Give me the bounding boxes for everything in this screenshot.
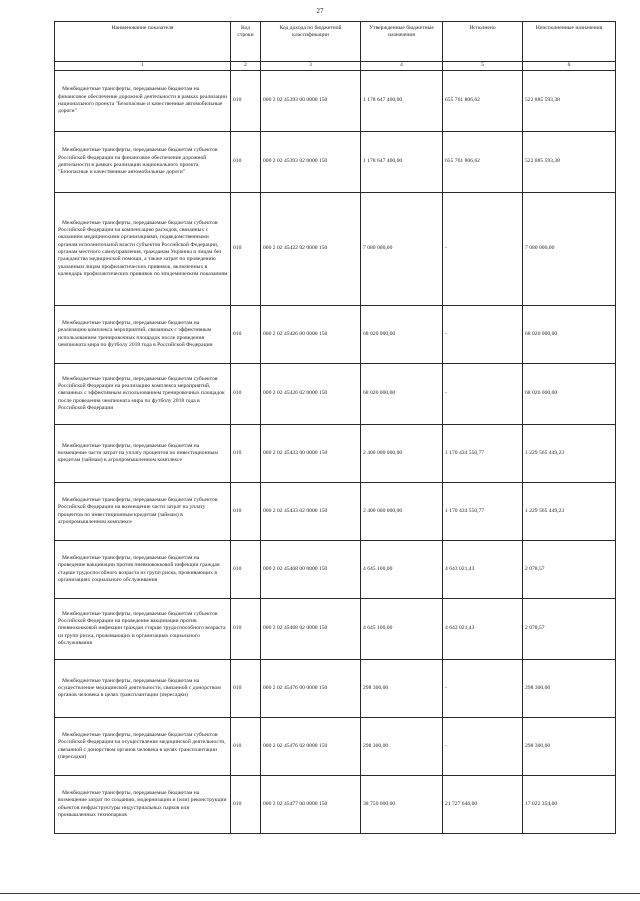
table-row xyxy=(55,306,616,364)
cell-indicator-name: Межбюджетные трансферты, передаваемые бюджетам субъектов Российской Федерации на финансовое обеспечение дорожной деятельности в рамках реализации национального проекта "Безопасные и качественные автомобильные дороги" xyxy=(55,132,231,193)
cell-indicator-name: Межбюджетные трансферты, передаваемые бюджетам на проведение вакцинации против пневмококковой инфекции граждан старше трудоспособного возраста из групп риска, проживающих в организациях социального обслуживания xyxy=(55,541,231,599)
table-row xyxy=(55,425,616,483)
cell-executed: 655 761 806,62 xyxy=(443,132,523,193)
column-number: 3 xyxy=(261,62,361,71)
cell-income-code: 000 2 02 45476 00 0000 150 xyxy=(261,660,361,718)
cell-row-code: 010 xyxy=(231,425,261,483)
cell-income-code: 000 2 02 45476 02 0000 150 xyxy=(261,718,361,776)
column-number: 4 xyxy=(361,62,443,71)
cell-unexecuted: 2 078,57 xyxy=(523,599,616,660)
cell-indicator-name: Межбюджетные трансферты, передаваемые бюджетам субъектов Российской Федерации на осуществление медицинской деятельности, связанной с донорством органов человека в целях трансплантации (пересадки) xyxy=(55,718,231,776)
table-row xyxy=(55,71,616,132)
header-unexecuted: Неисполненные назначения xyxy=(523,22,616,62)
header-indicator-name: Наименование показателя xyxy=(55,22,231,62)
cell-income-code: 000 2 02 45426 00 0000 150 xyxy=(261,306,361,364)
cell-indicator-name: Межбюджетные трансферты, передаваемые бюджетам субъектов Российской Федерации на возмещение части затрат на уплату процентов по инвестиционным кредитам (займам) в агропромышленном комплексе xyxy=(55,483,231,541)
cell-unexecuted: 17 022 354,00 xyxy=(523,776,616,834)
cell-row-code: 010 xyxy=(231,660,261,718)
header-income-code: Код дохода по бюджетной классификации xyxy=(261,22,361,62)
page-number: 27 xyxy=(316,7,324,15)
table-row xyxy=(55,660,616,718)
cell-executed: 655 761 806,62 xyxy=(443,71,523,132)
cell-approved: 298 300,00 xyxy=(361,718,443,776)
cell-executed: 1 170 434 550,77 xyxy=(443,425,523,483)
cell-row-code: 010 xyxy=(231,718,261,776)
cell-indicator-name: Межбюджетные трансферты, передаваемые бюджетам на возмещение затрат по созданию, модернизации и (или) реконструкции объектов инфраструктуры индустриальных парков или промышленных технопарков xyxy=(55,776,231,834)
cell-income-code: 000 2 02 45426 02 0000 150 xyxy=(261,364,361,425)
header-approved: Утвержденные бюджетные назначения xyxy=(361,22,443,62)
column-number: 2 xyxy=(231,62,261,71)
cell-indicator-name: Межбюджетные трансферты, передаваемые бюджетам на реализацию комплекса мероприятий, связанных с эффективным использованием тренировочных площадок после проведения чемпионата мира по футболу 2018 года в Российской Федерации xyxy=(55,306,231,364)
cell-unexecuted: 68 020 000,00 xyxy=(523,364,616,425)
column-numbers-row xyxy=(55,62,616,71)
cell-indicator-name: Межбюджетные трансферты, передаваемые бюджетам субъектов Российской Федерации на проведение вакцинации против пневмококковой инфекции граждан старше трудоспособного возраста из групп риска, проживающих в организациях социального обслуживания xyxy=(55,599,231,660)
cell-unexecuted: 7 080 000,00 xyxy=(523,193,616,306)
cell-executed: - xyxy=(443,660,523,718)
cell-unexecuted: 298 300,00 xyxy=(523,660,616,718)
cell-income-code: 000 2 02 45393 00 0000 150 xyxy=(261,71,361,132)
cell-income-code: 000 2 02 45393 02 0000 150 xyxy=(261,132,361,193)
cell-approved: 2 400 000 000,00 xyxy=(361,483,443,541)
budget-execution-table xyxy=(54,21,616,834)
table-row xyxy=(55,193,616,306)
table-header-row xyxy=(55,22,616,62)
cell-approved: 298 300,00 xyxy=(361,660,443,718)
cell-row-code: 010 xyxy=(231,132,261,193)
cell-approved: 38 750 000,00 xyxy=(361,776,443,834)
cell-unexecuted: 1 229 565 449,23 xyxy=(523,425,616,483)
cell-executed: - xyxy=(443,193,523,306)
cell-executed: 4 643 021,43 xyxy=(443,599,523,660)
cell-row-code: 010 xyxy=(231,71,261,132)
cell-executed: - xyxy=(443,364,523,425)
cell-row-code: 010 xyxy=(231,193,261,306)
table-row xyxy=(55,541,616,599)
cell-approved: 68 020 000,00 xyxy=(361,306,443,364)
cell-executed: - xyxy=(443,718,523,776)
table-row xyxy=(55,776,616,834)
cell-unexecuted: 1 229 565 449,23 xyxy=(523,483,616,541)
cell-unexecuted: 68 020 000,00 xyxy=(523,306,616,364)
cell-executed: - xyxy=(443,306,523,364)
cell-unexecuted: 2 078,57 xyxy=(523,541,616,599)
page-bottom-line xyxy=(0,893,640,894)
cell-approved: 1 178 647 400,00 xyxy=(361,132,443,193)
cell-income-code: 000 2 02 45468 02 0000 150 xyxy=(261,599,361,660)
cell-approved: 2 400 000 000,00 xyxy=(361,425,443,483)
table-row xyxy=(55,132,616,193)
header-row-code: Код строки xyxy=(231,22,261,62)
cell-approved: 1 178 647 400,00 xyxy=(361,71,443,132)
cell-row-code: 010 xyxy=(231,483,261,541)
cell-unexecuted: 522 885 593,38 xyxy=(523,132,616,193)
cell-income-code: 000 2 02 45477 00 0000 150 xyxy=(261,776,361,834)
cell-income-code: 000 2 02 45422 02 0000 150 xyxy=(261,193,361,306)
table-row xyxy=(55,718,616,776)
column-number: 6 xyxy=(523,62,616,71)
cell-income-code: 000 2 02 45433 02 0000 150 xyxy=(261,483,361,541)
column-number: 1 xyxy=(55,62,231,71)
table-row xyxy=(55,599,616,660)
cell-indicator-name: Межбюджетные трансферты, передаваемые бюджетам на возмещение части затрат на уплату процентов по инвестиционным кредитам (займам) в агропромышленном комплексе xyxy=(55,425,231,483)
column-number: 5 xyxy=(443,62,523,71)
cell-income-code: 000 2 02 45433 00 0000 150 xyxy=(261,425,361,483)
cell-row-code: 010 xyxy=(231,306,261,364)
cell-indicator-name: Межбюджетные трансферты, передаваемые бюджетам на осуществление медицинской деятельности, связанной с донорством органов человека в целях трансплантации (пересадки) xyxy=(55,660,231,718)
cell-indicator-name: Межбюджетные трансферты, передаваемые бюджетам на финансовое обеспечение дорожной деятельности в рамках реализации национального проекта "Безопасные и качественные автомобильные дороги" xyxy=(55,71,231,132)
cell-row-code: 010 xyxy=(231,599,261,660)
cell-executed: 1 170 434 550,77 xyxy=(443,483,523,541)
cell-approved: 4 645 100,00 xyxy=(361,599,443,660)
cell-approved: 7 080 000,00 xyxy=(361,193,443,306)
table-row xyxy=(55,364,616,425)
cell-row-code: 010 xyxy=(231,541,261,599)
cell-approved: 4 645 100,00 xyxy=(361,541,443,599)
cell-executed: 21 727 646,00 xyxy=(443,776,523,834)
cell-row-code: 010 xyxy=(231,364,261,425)
cell-row-code: 010 xyxy=(231,776,261,834)
table-row xyxy=(55,483,616,541)
cell-unexecuted: 522 885 593,38 xyxy=(523,71,616,132)
cell-approved: 68 020 000,00 xyxy=(361,364,443,425)
cell-unexecuted: 298 300,00 xyxy=(523,718,616,776)
header-executed: Исполнено xyxy=(443,22,523,62)
cell-income-code: 000 2 02 45468 00 0000 150 xyxy=(261,541,361,599)
cell-executed: 4 643 021,43 xyxy=(443,541,523,599)
cell-indicator-name: Межбюджетные трансферты, передаваемые бюджетам субъектов Российской Федерации на реализацию комплекса мероприятий, связанных с эффективным использованием тренировочных площадок после проведения чемпионата мира по футболу 2018 года в Российской Федерации xyxy=(55,364,231,425)
cell-indicator-name: Межбюджетные трансферты, передаваемые бюджетам субъектов Российской Федерации на компенсацию расходов, связанных с оказанием медицинскими организациями, подведомственными органам исполнительной власти субъектов Российской Федерации, органам местного самоуправления, гражданам Украины и лицам без гражданства медицинской помощи, а также затрат по проведению указанным лицам профилактических прививок, включенных в календарь профилактических прививок по эпидемическим показаниям xyxy=(55,193,231,306)
